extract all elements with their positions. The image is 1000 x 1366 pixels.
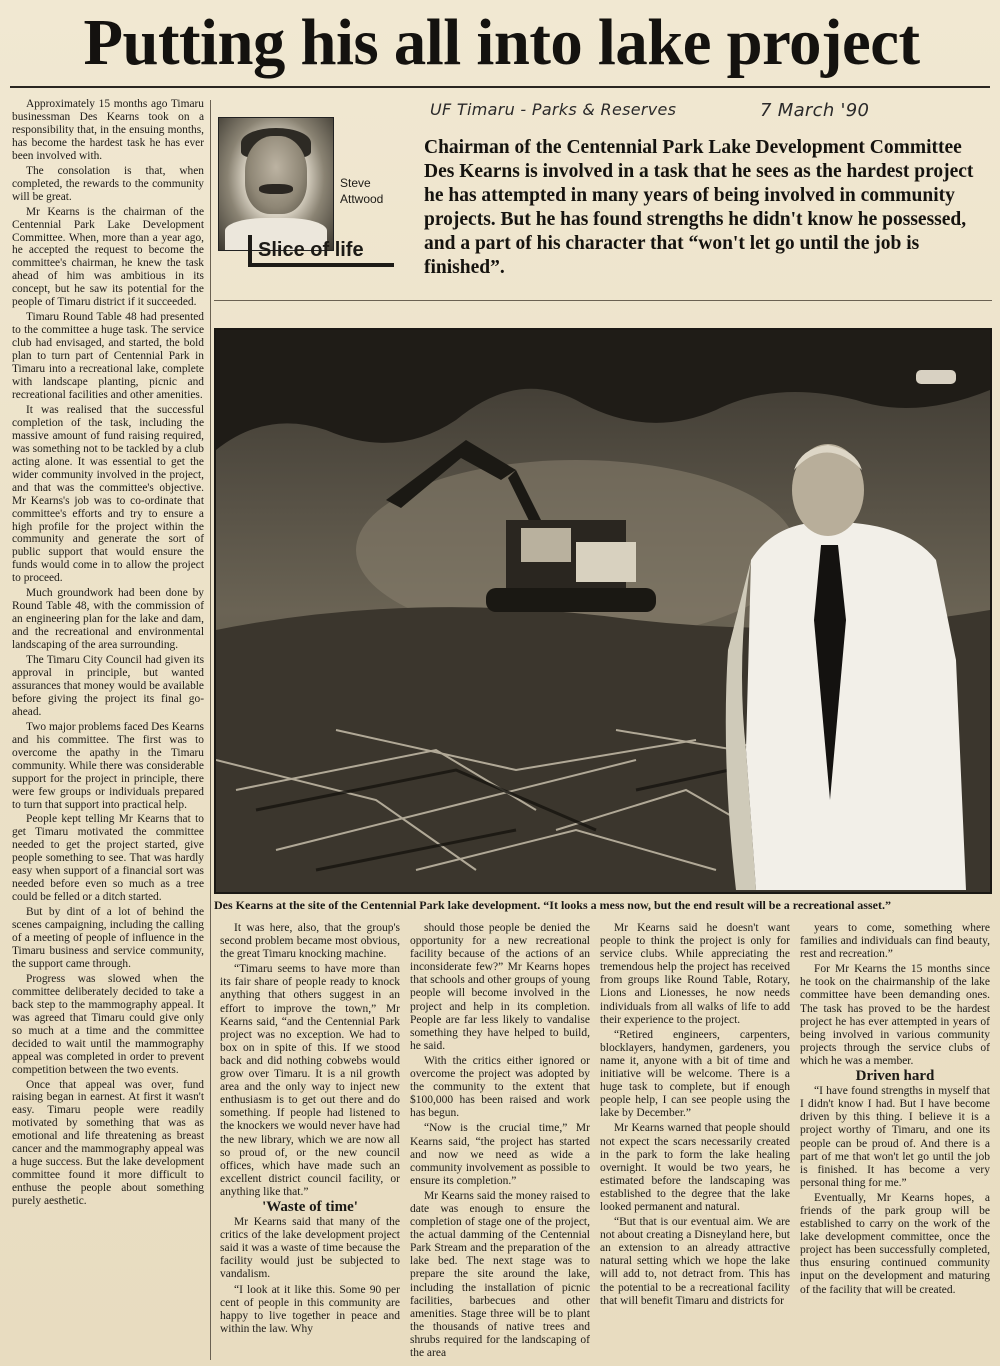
paragraph: Two major problems faced Des Kearns and his committee. The first was to overcome the apathy in the Timaru community. While there was considerable support for the project in principle, there were few groups or individuals prepared to turn that support into practical help. [12,720,204,811]
paragraph: “I have found strengths in myself that I didn't know I had. But I have become driven by this thing. I believe it is a project worthy of Timaru, and one its people can be proud of. And there is a part of me that won't let go until the job is finished. It has become a very personal thing for me.” [800,1085,990,1189]
paragraph: should those people be denied the opportunity for a new recreational facility because of the actions of an inconsiderate few?” Mr Kearns hopes that schools and other groups of young people will become involved in the project and help in its completion. People are far less likely to vandalise something they have helped to build, he said. [410,922,590,1052]
article-column-5 [800,922,990,1299]
paragraph: The consolation is that, when completed, the rewards to the community will be great. [12,164,204,203]
paragraph: The Timaru City Council had given its approval in principle, but wanted assurances that money would be available before giving the project its final go-ahead. [12,654,204,718]
column-rule-1 [210,100,211,1360]
paragraph: years to come, something where families and individuals can find beauty, rest and recreation.” [800,922,990,961]
article-column-3 [410,922,590,1362]
paragraph: Mr Kearns warned that people should not expect the scars necessarily created in the park to form the lake healing overnight. It would be two years, he estimated before the landscaping was established to the degree that the lake looked permanent and natural. [600,1122,790,1213]
article-standfirst: Chairman of the Centennial Park Lake Development Committee Des Kearns is involved in a task that he sees as the hardest project he has attempted in many years of being involved in community projects. But he has found strengths he didn't know he possessed, and a part of his character that “won't let go until the job is finished”. [424,137,974,278]
photo-caption: Des Kearns at the site of the Centennial Park lake development. “It looks a mess now, but the end result will be a recreational asset.” [214,898,891,912]
handwritten-date-note: 7 March '90 [760,100,870,121]
paragraph: “Now is the crucial time,” Mr Kearns said, “the project has started and now we need as wide a community involvement as possible to ensure its completion.” [410,1122,590,1187]
article-column-2 [220,922,400,1338]
author-first-name: Steve [340,176,371,190]
article-column-4 [600,922,790,1310]
paragraph: It was here, also, that the group's second problem became most obvious, the great Timaru knocking machine. [220,922,400,961]
subheading-driven-hard: Driven hard [855,1068,935,1085]
paragraph: “Timaru seems to have more than its fair share of people ready to knock anything that others suggest in an effort to improve the town,” Mr Kearns said, “and the Centennial Park project was no exception. We had to box on in spite of this. If we stood back and did nothing cobwebs would grow over Timaru. It is a nil growth area and the only way to inject new enthusiasm is to get out there and do something. If people had listened to the knockers we would never have had the new library, which we are now all so proud of, or the new council offices, which have made such an excellent district council facility, or anything like that.” [220,963,400,1198]
headline-rule [10,86,990,88]
paragraph: Progress was slowed when the committee deliberately decided to take a back step to the mammography appeal. It was agreed that Timaru could give only so much at a time and the committee decided to wait until the mammography appeal was completed in order to prevent competition between the two events. [12,972,204,1076]
photo-top-rule [214,300,992,301]
paragraph: Mr Kearns said that many of the critics of the lake development project said it was a waste of time because the facility would just be subjected to vandalism. [220,1216,400,1281]
portrait-mustache [259,184,293,194]
subheading-waste-of-time: 'Waste of time' [262,1198,358,1215]
paragraph: Much groundwork had been done by Round Table 48, with the commission of an engineering plan for the lake and dam, and the recreational and environmental landscaping of the area surrounding. [12,587,204,652]
paragraph: “Retired engineers, carpenters, blocklayers, handymen, gardeners, you name it, anyone with a bit of time and initiative will be welcome. There is a huge task to complete, but if enough people help, I can see people using the lake by December.” [600,1028,790,1120]
paragraph: But by dint of a lot of behind the scenes campaigning, including the calling of a meeting of people of influence in the Timaru business and service community, the support came through. [12,906,204,970]
portrait-face [245,136,307,214]
column-title: Slice of life [248,235,394,267]
article-column-1 [12,98,204,1210]
paragraph: Timaru Round Table 48 had presented to the committee a huge task. The service club had envisaged, and started, the bold plan to turn part of Centennial Park in Timaru into a recreational lake, complete with landscape planting, picnic and recreational facilities and other amenities. [12,311,204,401]
paragraph: Eventually, Mr Kearns hopes, a friends of the park group will be established to carry on the work of the lake development committee, once the project has been successfully completed, thus ensuring continued community input on the development and maturing of the facility that will be created. [800,1191,990,1296]
paragraph: People kept telling Mr Kearns that to get Timaru motivated the committee needed to get the project started, give people something to see. That was hardly easy when support of a financial sort was needed before even so much as a tree could be felled or a ditch started. [12,813,204,904]
paragraph: With the critics either ignored or overcome the project was adopted by the community to the extent that $100,000 has been raised and work has begun. [410,1054,590,1120]
paragraph: “But that is our eventual aim. We are not about creating a Disneyland here, but an extension to an already attractive natural setting which we hope the lake will add to, not detract from. This has the potential to be a recreational facility that will benefit Timaru and districts for [600,1216,790,1307]
paragraph: It was realised that the successful completion of the task, including the massive amount of fund raising required, was something not to be tackled by a club acting alone. It was essential to get the wider community involved in the project, and that was the committee's objective. Mr Kearns's job was to co-ordinate that committee's efforts and try to ensure a high profile for the project within the community and generate the sort of public support that would ensure the funds would come in to allow the project to proceed. [12,403,204,585]
photo-scene [216,330,990,892]
paragraph: Mr Kearns said he doesn't want people to think the project is only for service clubs. While appreciating the tremendous help the project has received from groups like Round Table, Rotary, Lions and Lionesses, he now needs individuals from all walks of life to add their experience to the project. [600,922,790,1026]
byline-box [218,113,396,283]
author-last-name: Attwood [340,192,384,206]
article-photo [214,328,992,894]
author-name [340,175,383,207]
paragraph: Mr Kearns said the money raised to date was enough to ensure the completion of stage one of the project, the actual damming of the Centennial Park Stream and the preparation of the lake bed. The next stage was to prepare the site around the lake, including the installation of picnic facilities, barbecues and other amenities. Stage three will be to plant the thousands of native trees and shrubs required for the landscaping of the area [410,1189,590,1359]
paragraph: Approximately 15 months ago Timaru businessman Des Kearns took on a responsibility that, in the ensuing months, has become the hardest task he has ever been involved with. [12,98,204,162]
paragraph: For Mr Kearns the 15 months since he took on the chairmanship of the lake committee have been demanding ones. The task has proved to be the hardest project he has ever attempted in years of being involved in various community projects through the service clubs of which he was a member. [800,963,990,1067]
author-portrait [218,117,334,251]
paragraph: Once that appeal was over, fund raising began in earnest. At first it wasn't easy. Timaru people were readily motivated by something that was as emotional and life threatening as breast cancer and the mammography appeal was a huge success. But the lake development committee found it more difficult to enthuse the people about something purely aesthetic. [12,1078,204,1208]
paragraph: Mr Kearns is the chairman of the Centennial Park Lake Development Committee. When, more than a year ago, he accepted the request to become the committee's chairman, he knew the task ahead of him was ambitious in its concept, but he saw its potential for the people of Timaru district if it succeeded. [12,205,204,309]
handwritten-source-note: UF Timaru - Parks & Reserves [430,100,677,119]
paragraph: “I look at it like this. Some 90 per cent of people in this community are happy to live together in peace and within the law. Why [220,1283,400,1335]
article-headline: Putting his all into lake project [83,6,920,79]
